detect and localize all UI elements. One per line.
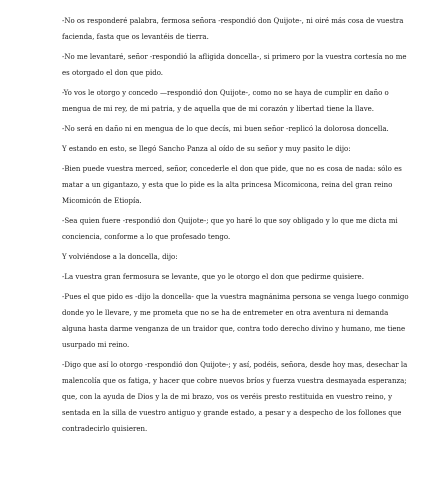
paragraph: -La vuestra gran fermosura se levante, que yo le otorgo el don que pedirme quisiere. — [62, 273, 364, 281]
paragraph: -No será en daño ni en mengua de lo que decís, mi buen señor -replicó la dolorosa doncella. — [62, 125, 389, 133]
paragraph: Y estando en esto, se llegó Sancho Panza al oído de su señor y muy pasito le dijo: — [62, 145, 351, 153]
paragraph: -Bien puede vuestra merced, señor, concederle el don que pide, que no es cosa de nada: sólo es matar a un gigantazo, y esta que lo pide es la alta princesa Micomicona, reina del gran reino Micomicón de Etiopía. — [62, 165, 402, 205]
paragraph: -Yo vos le otorgo y concedo —respondió don Quijote-, como no se haya de cumplir en daño o mengua de mi rey, de mi patria, y de aquella que de mi corazón y libertad tiene la llave. — [62, 89, 389, 113]
paragraph: Y volviéndose a la doncella, dijo: — [62, 253, 178, 261]
paragraph: -No me levantaré, señor -respondió la afligida doncella-, si primero por la vuestra cortesía no me es otorgado el don que pido. — [62, 53, 407, 77]
paragraph: -Sea quien fuere -respondió don Quijote-; que yo haré lo que soy obligado y lo que me dicta mi conciencia, conforme a lo que profesado tengo. — [62, 217, 398, 241]
paragraph: -Digo que así lo otorgo -respondió don Quijote-; y así, podéis, señora, desde hoy mas, desechar la malencolía que os fatiga, y hacer que cobre nuevos bríos y fuerza vuestra desmayada esperanza; que, con la ayuda de Dios y la de mi brazo, vos os veréis presto restituida en vuestro reino, y sentada en la silla de vuestro antiguo y grande estado, a pesar y a despecho de los follones que contradecirlo quisieren. — [62, 361, 408, 433]
paragraph: -Pues el que pido es -dijo la doncella- que la vuestra magnánima persona se venga luego conmigo donde yo le llevare, y me prometa que no se ha de entremeter en otra aventura ni demanda alguna hasta darme venganza de un traidor que, contra todo derecho divino y humano, me tiene usurpado mi reino. — [62, 293, 409, 349]
document-page — [62, 13, 410, 441]
paragraph: -No os responderé palabra, fermosa señora -respondió don Quijote-, ni oiré más cosa de vuestra facienda, fasta que os levantéis de tierra. — [62, 17, 404, 41]
